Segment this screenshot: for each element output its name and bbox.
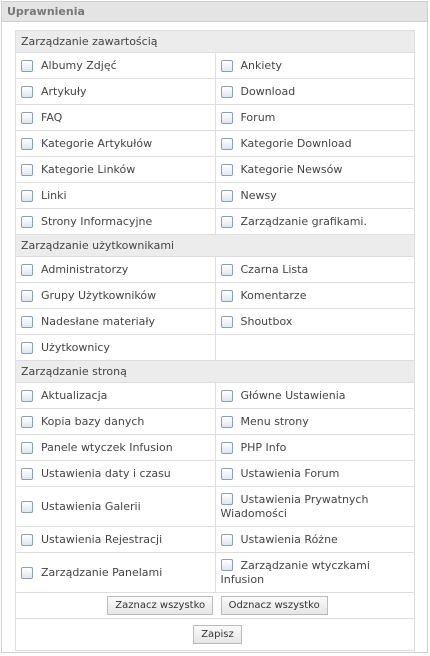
checkbox[interactable]	[221, 216, 233, 228]
perm-label: Aktualizacja	[41, 389, 108, 402]
perm-label: Zarządzanie Panelami	[41, 566, 163, 579]
checkbox[interactable]	[221, 442, 233, 454]
perm-nadeslane-materialy[interactable]	[21, 315, 215, 328]
panel-title: Uprawnienia	[2, 2, 427, 22]
checkbox[interactable]	[21, 264, 33, 276]
perm-shoutbox[interactable]	[221, 315, 415, 328]
perm-label: Artykuły	[41, 85, 87, 98]
perm-kategorie-newsow[interactable]	[221, 163, 415, 176]
permissions-table	[15, 30, 415, 651]
checkbox[interactable]	[21, 60, 33, 72]
perm-artykuly[interactable]	[21, 85, 215, 98]
checkbox[interactable]	[21, 534, 33, 546]
perm-newsy[interactable]	[221, 189, 415, 202]
perm-label: Kategorie Linków	[41, 163, 136, 176]
perm-php-info[interactable]	[221, 441, 415, 454]
perm-zarzadzanie-panelami[interactable]	[21, 566, 215, 579]
perm-label: Ustawienia Rejestracji	[41, 533, 163, 546]
perm-panele-wtyczek[interactable]	[21, 441, 215, 454]
checkbox[interactable]	[221, 86, 233, 98]
checkbox[interactable]	[221, 138, 233, 150]
empty-cell	[215, 335, 415, 361]
perm-label: Nadesłane materiały	[41, 315, 156, 328]
perm-label: Użytkownicy	[41, 341, 110, 354]
save-button[interactable]: Zapisz	[193, 625, 242, 644]
perm-uzytkownicy[interactable]	[21, 341, 215, 354]
perm-label: Ustawienia daty i czasu	[41, 467, 171, 480]
perm-label: Forum	[240, 111, 276, 124]
perm-glowne-ustawienia[interactable]	[221, 389, 415, 402]
perm-kategorie-download[interactable]	[221, 137, 415, 150]
checkbox[interactable]	[21, 416, 33, 428]
perm-menu-strony[interactable]	[221, 415, 415, 428]
perm-kategorie-linkow[interactable]	[21, 163, 215, 176]
perm-komentarze[interactable]	[221, 289, 415, 302]
perm-zarzadzanie-grafikami[interactable]	[221, 215, 415, 228]
perm-strony-informacyjne[interactable]	[21, 215, 215, 228]
checkbox[interactable]	[21, 390, 33, 402]
perm-label: Komentarze	[240, 289, 307, 302]
checkbox[interactable]	[21, 468, 33, 480]
perm-label: Ankiety	[240, 59, 283, 72]
perm-label: Linki	[41, 189, 67, 202]
perm-label: Grupy Użytkowników	[41, 289, 157, 302]
perm-label: Kategorie Artykułów	[41, 137, 153, 150]
perm-label: Newsy	[240, 189, 277, 202]
perm-label: Ustawienia Galerii	[41, 500, 141, 513]
perm-label: Kategorie Download	[240, 137, 352, 150]
perm-label: Administratorzy	[41, 263, 129, 276]
perm-albumy-zdjec[interactable]	[21, 59, 215, 72]
section-site-header: Zarządzanie stroną	[16, 361, 415, 383]
perm-ustawienia-rozne[interactable]	[221, 533, 415, 546]
perm-faq[interactable]	[21, 111, 215, 124]
checkbox[interactable]	[21, 442, 33, 454]
checkbox[interactable]	[221, 493, 233, 505]
checkbox[interactable]	[221, 264, 233, 276]
perm-label: Download	[240, 85, 296, 98]
checkbox[interactable]	[21, 190, 33, 202]
checkbox[interactable]	[21, 567, 33, 579]
perm-label: PHP Info	[240, 441, 287, 454]
checkbox[interactable]	[221, 534, 233, 546]
perm-linki[interactable]	[21, 189, 215, 202]
deselect-all-button[interactable]: Odznacz wszystko	[221, 596, 328, 615]
selection-buttons-cell	[16, 593, 415, 619]
select-all-button[interactable]: Zaznacz wszystko	[107, 596, 213, 615]
perm-kategorie-artykulow[interactable]	[21, 137, 215, 150]
checkbox[interactable]	[21, 86, 33, 98]
checkbox[interactable]	[221, 190, 233, 202]
checkbox[interactable]	[221, 290, 233, 302]
perm-label: Czarna Lista	[240, 263, 309, 276]
perm-label: Kopia bazy danych	[41, 415, 145, 428]
checkbox[interactable]	[221, 60, 233, 72]
checkbox[interactable]	[221, 112, 233, 124]
permissions-panel	[1, 1, 428, 653]
perm-label: Ustawienia Różne	[240, 533, 338, 546]
perm-label: Strony Informacyjne	[41, 215, 153, 228]
section-users-header: Zarządzanie użytkownikami	[16, 235, 415, 257]
perm-czarna-lista[interactable]	[221, 263, 415, 276]
perm-label: Panele wtyczek Infusion	[41, 441, 173, 454]
checkbox[interactable]	[21, 342, 33, 354]
perm-forum[interactable]	[221, 111, 415, 124]
checkbox[interactable]	[21, 316, 33, 328]
perm-ustawienia-galerii[interactable]	[21, 500, 215, 513]
checkbox[interactable]	[21, 164, 33, 176]
perm-zarzadzanie-wtyczkami[interactable]	[221, 559, 415, 587]
perm-ustawienia-forum[interactable]	[221, 467, 415, 480]
perm-label: FAQ	[41, 111, 63, 124]
perm-download[interactable]	[221, 85, 415, 98]
checkbox[interactable]	[221, 164, 233, 176]
save-button-cell	[16, 619, 415, 651]
checkbox[interactable]	[21, 216, 33, 228]
perm-administratorzy[interactable]	[21, 263, 215, 276]
checkbox[interactable]	[221, 559, 233, 571]
checkbox[interactable]	[221, 468, 233, 480]
perm-grupy-uzytkownikow[interactable]	[21, 289, 215, 302]
perm-label: Ustawienia Forum	[240, 467, 340, 480]
perm-label: Kategorie Newsów	[240, 163, 343, 176]
perm-label: Ustawienia Prywatnych Wiadomości	[220, 492, 369, 520]
checkbox[interactable]	[21, 290, 33, 302]
perm-ankiety[interactable]	[221, 59, 415, 72]
perm-label: Albumy Zdjęć	[41, 59, 117, 72]
perm-label: Główne Ustawienia	[240, 389, 346, 402]
perm-label: Shoutbox	[240, 315, 293, 328]
checkbox[interactable]	[21, 501, 33, 513]
perm-ustawienia-rejestracji[interactable]	[21, 533, 215, 546]
perm-label: Zarządzanie wtyczkami Infusion	[220, 558, 370, 586]
perm-label: Menu strony	[240, 415, 309, 428]
checkbox[interactable]	[221, 390, 233, 402]
checkbox[interactable]	[221, 316, 233, 328]
checkbox[interactable]	[21, 112, 33, 124]
perm-kopia-bazy-danych[interactable]	[21, 415, 215, 428]
checkbox[interactable]	[221, 416, 233, 428]
checkbox[interactable]	[21, 138, 33, 150]
perm-aktualizacja[interactable]	[21, 389, 215, 402]
section-content-header: Zarządzanie zawartością	[16, 31, 415, 53]
perm-ustawienia-pw[interactable]	[221, 493, 415, 521]
perm-ustawienia-daty[interactable]	[21, 467, 215, 480]
perm-label: Zarządzanie grafikami.	[240, 215, 367, 228]
